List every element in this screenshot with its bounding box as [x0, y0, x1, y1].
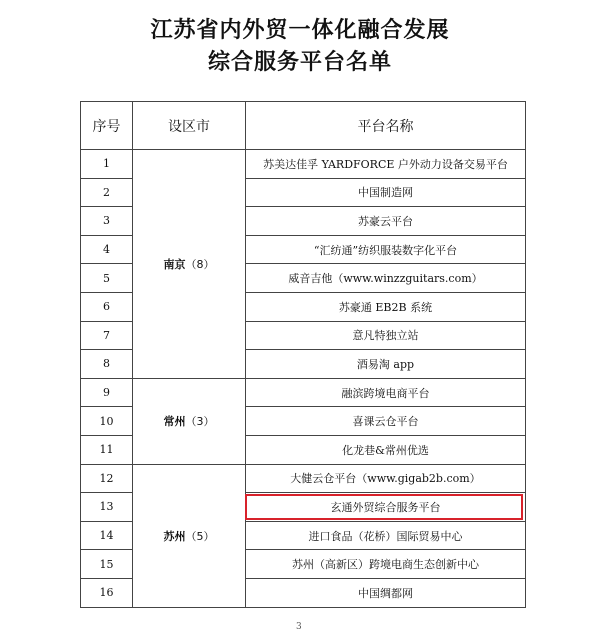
row-index: 15	[81, 550, 133, 579]
row-index: 10	[81, 407, 133, 436]
platform-name: 中国制造网	[246, 178, 526, 207]
table-row	[81, 378, 526, 407]
platform-name: 大健云仓平台（www.gigab2b.com）	[246, 464, 526, 493]
row-index: 1	[81, 150, 133, 179]
column-header-index: 序号	[81, 102, 133, 150]
platform-table	[80, 101, 526, 608]
city-cell	[133, 378, 246, 464]
city-cell	[133, 150, 246, 379]
row-index: 13	[81, 493, 133, 522]
row-index: 6	[81, 292, 133, 321]
platform-name: 苏州（高新区）跨境电商生态创新中心	[246, 550, 526, 579]
row-index: 12	[81, 464, 133, 493]
platform-name: 威音吉他（www.winzzguitars.com）	[246, 264, 526, 293]
platform-name: 融滨跨境电商平台	[246, 378, 526, 407]
row-index: 5	[81, 264, 133, 293]
platform-name: 苏豪云平台	[246, 207, 526, 236]
column-header-platform: 平台名称	[246, 102, 526, 150]
city-cell	[133, 464, 246, 607]
platform-name: 喜课云仓平台	[246, 407, 526, 436]
platform-name: 化龙巷&常州优选	[246, 435, 526, 464]
document-title-line2: 综合服务平台名单	[207, 50, 392, 75]
platform-name: 意凡特独立站	[246, 321, 526, 350]
row-index: 7	[81, 321, 133, 350]
city-count: （8）	[185, 257, 215, 271]
platform-name: 苏豪通 EB2B 系统	[246, 292, 526, 321]
table-header-row	[81, 102, 526, 150]
city-name: 苏州	[163, 529, 186, 543]
row-index: 2	[81, 178, 133, 207]
table-row	[81, 464, 526, 493]
platform-name: 酒易淘 app	[246, 350, 526, 379]
city-count: （3）	[185, 415, 215, 429]
row-index: 9	[81, 378, 133, 407]
row-index: 4	[81, 235, 133, 264]
row-index: 16	[81, 578, 133, 607]
platform-name: 苏美达佳孚 YARDFORCE 户外动力设备交易平台	[246, 150, 526, 179]
table-body	[81, 150, 526, 608]
row-index: 3	[81, 207, 133, 236]
city-name: 南京	[163, 257, 186, 271]
platform-name: “汇纺通”纺织服装数字化平台	[246, 235, 526, 264]
platform-name: 中国绸都网	[246, 578, 526, 607]
row-index: 11	[81, 435, 133, 464]
table-row	[81, 150, 526, 179]
platform-name: 进口食品（花桥）国际贸易中心	[246, 521, 526, 550]
platform-name: 玄通外贸综合服务平台	[246, 493, 526, 522]
column-header-city: 设区市	[133, 102, 246, 150]
city-name: 常州	[163, 415, 186, 429]
page-number: 3	[296, 622, 302, 632]
row-index: 8	[81, 350, 133, 379]
highlight-box	[245, 494, 523, 520]
city-count: （5）	[185, 529, 215, 543]
document-title-line1: 江苏省内外贸一体化融合发展	[150, 18, 450, 43]
row-index: 14	[81, 521, 133, 550]
